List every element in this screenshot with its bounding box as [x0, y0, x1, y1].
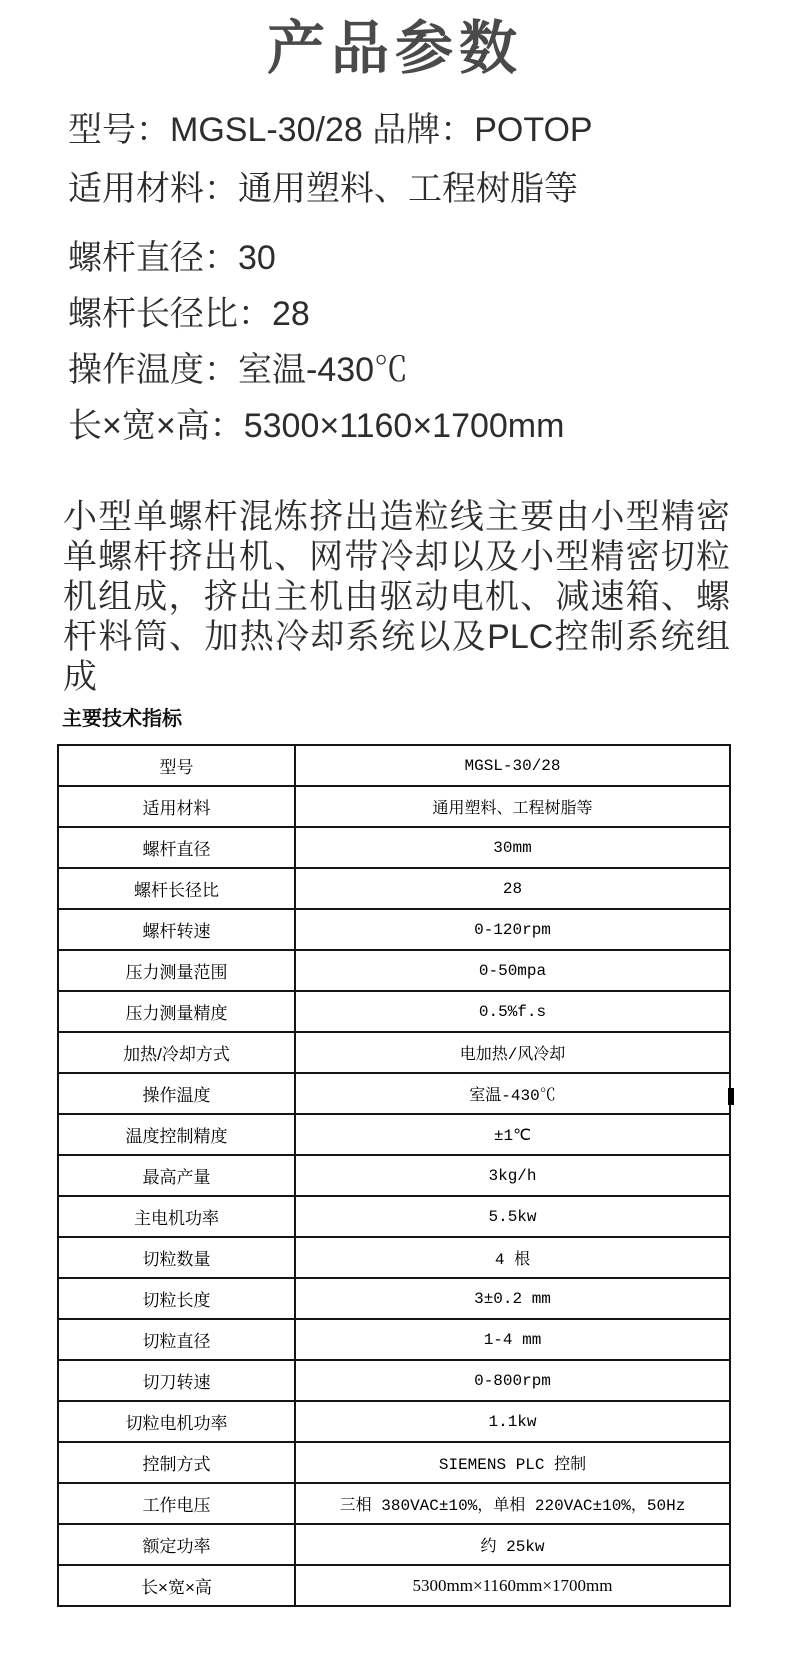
spec-label-cell: 额定功率: [58, 1524, 295, 1565]
table-row: [58, 1565, 730, 1606]
table-row: [58, 909, 730, 950]
product-description: 小型单螺杆混炼挤出造粒线主要由小型精密单螺杆挤出机、网带冷却以及小型精密切粒机组成，挤出主机由驱动电机、减速箱、螺杆料筒、加热冷却系统以及PLC控制系统组成: [63, 498, 730, 696]
screw-ld-ratio-line: 螺杆长径比：28: [68, 295, 310, 333]
spec-label-cell: 螺杆转速: [58, 909, 295, 950]
spec-label-cell: 长×宽×高: [58, 1565, 295, 1606]
table-row: [58, 1524, 730, 1565]
table-row: [58, 827, 730, 868]
spec-value-cell: 5300mm×1160mm×1700mm: [295, 1565, 730, 1606]
table-row: [58, 1360, 730, 1401]
table-row: [58, 991, 730, 1032]
spec-value-cell: 约 25kw: [295, 1524, 730, 1565]
table-row: [58, 1196, 730, 1237]
spec-table-heading: 主要技术指标: [62, 708, 182, 730]
spec-value-cell: 30mm: [295, 827, 730, 868]
table-row: [58, 1401, 730, 1442]
spec-label-cell: 工作电压: [58, 1483, 295, 1524]
spec-value-cell: 0-50mpa: [295, 950, 730, 991]
spec-value-cell: 1-4 mm: [295, 1319, 730, 1360]
spec-label-cell: 压力测量范围: [58, 950, 295, 991]
spec-value-cell: SIEMENS PLC 控制: [295, 1442, 730, 1483]
operating-temperature-line: 操作温度：室温-430℃: [68, 351, 409, 389]
spec-label-cell: 切粒直径: [58, 1319, 295, 1360]
spec-value-cell: 0-800rpm: [295, 1360, 730, 1401]
spec-value-cell: 28: [295, 868, 730, 909]
spec-label-cell: 主电机功率: [58, 1196, 295, 1237]
spec-value-cell: 1.1kw: [295, 1401, 730, 1442]
spec-label-cell: 切刀转速: [58, 1360, 295, 1401]
spec-label-cell: 压力测量精度: [58, 991, 295, 1032]
spec-table-body: [58, 745, 730, 1606]
spec-value-cell: 5.5kw: [295, 1196, 730, 1237]
spec-value-cell: ±1℃: [295, 1114, 730, 1155]
spec-label-cell: 切粒电机功率: [58, 1401, 295, 1442]
spec-value-cell: 电加热/风冷却: [295, 1032, 730, 1073]
table-row: [58, 1237, 730, 1278]
table-row: [58, 1442, 730, 1483]
spec-value-cell: 通用塑料、工程树脂等: [295, 786, 730, 827]
spec-label-cell: 适用材料: [58, 786, 295, 827]
spec-table: [57, 744, 731, 1607]
spec-value-cell: 0-120rpm: [295, 909, 730, 950]
spec-value-cell: 3±0.2 mm: [295, 1278, 730, 1319]
spec-value-cell: 4 根: [295, 1237, 730, 1278]
page-title: 产品参数: [266, 16, 523, 81]
spec-value-cell: 室温-430℃: [295, 1073, 730, 1114]
table-row: [58, 1319, 730, 1360]
table-row: [58, 1073, 730, 1114]
scrollbar-thumb-artifact: [728, 1088, 734, 1105]
table-row: [58, 1278, 730, 1319]
table-row: [58, 786, 730, 827]
spec-value-cell: 3kg/h: [295, 1155, 730, 1196]
table-row: [58, 1483, 730, 1524]
spec-label-cell: 切粒数量: [58, 1237, 295, 1278]
table-row: [58, 745, 730, 786]
model-brand-line: 型号：MGSL-30/28 品牌：POTOP: [68, 111, 593, 149]
screw-diameter-line: 螺杆直径：30: [68, 239, 276, 277]
applicable-material-line: 适用材料：通用塑料、工程树脂等: [68, 170, 578, 208]
table-row: [58, 868, 730, 909]
spec-label-cell: 螺杆长径比: [58, 868, 295, 909]
table-row: [58, 1114, 730, 1155]
spec-value-cell: MGSL-30/28: [295, 745, 730, 786]
spec-label-cell: 操作温度: [58, 1073, 295, 1114]
spec-label-cell: 加热/冷却方式: [58, 1032, 295, 1073]
spec-value-cell: 0.5%f.s: [295, 991, 730, 1032]
spec-label-cell: 控制方式: [58, 1442, 295, 1483]
spec-label-cell: 切粒长度: [58, 1278, 295, 1319]
table-row: [58, 950, 730, 991]
spec-label-cell: 型号: [58, 745, 295, 786]
spec-label-cell: 螺杆直径: [58, 827, 295, 868]
spec-label-cell: 温度控制精度: [58, 1114, 295, 1155]
spec-label-cell: 最高产量: [58, 1155, 295, 1196]
table-row: [58, 1155, 730, 1196]
spec-table-wrap: [57, 744, 731, 1607]
table-row: [58, 1032, 730, 1073]
spec-value-cell: 三相 380VAC±10%，单相 220VAC±10%，50Hz: [295, 1483, 730, 1524]
dimensions-line: 长×宽×高：5300×1160×1700mm: [68, 407, 565, 445]
